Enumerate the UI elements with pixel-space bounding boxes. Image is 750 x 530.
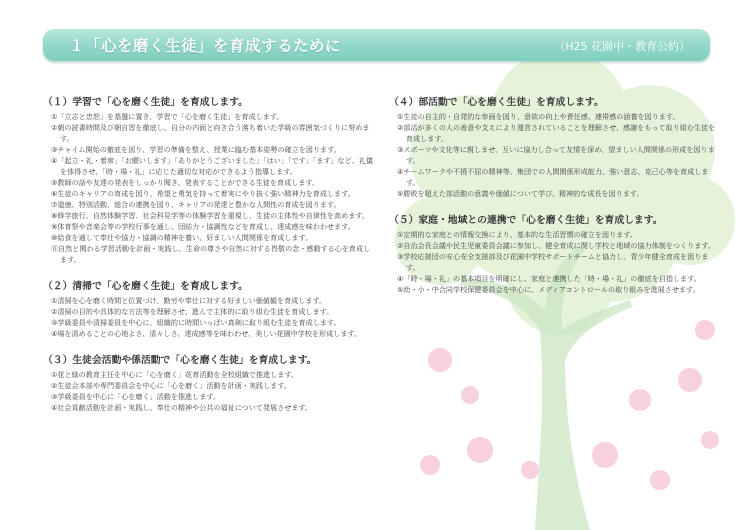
- list-item: ②部活が多くの人の善意や支えにより運営されていることを理解させ、感謝をもって取り組む生徒を育成します。: [397, 123, 716, 143]
- section-header-banner: [43, 29, 710, 61]
- list-item: ⑤教師の話や友達の発表をしっかり聞き、発表することができる生徒を育成します。: [51, 178, 319, 187]
- list-item: ④チームワークや不撓不屈の精神等、集団での人間関係形成能力、強い意志、克己心等を育成します。: [397, 167, 709, 187]
- list-item: ③学級委員を中心に「心を磨く」活動を推進します。: [51, 392, 220, 401]
- list-item: ⑥生徒のキャリアの育成を図り、希望と勇気を持って着実にやり抜く強い精神力を育成します。: [51, 189, 355, 198]
- list-item: ⑤幼・小・中合同学校保健委員会を中心に、メディアコントロールの取り組みを進展させます。: [397, 285, 700, 294]
- page-subtitle: （H25 花園中・教育公約）: [554, 40, 690, 53]
- list-item: ⑤勝敗を超えた部活動の意義や価値について学び、精神的な成長を図ります。: [397, 189, 644, 198]
- section-home-community: [389, 212, 719, 295]
- list-item: ③スポーツや文化等に親しませ、互いに協力し合って友情を深め、望ましい人間関係の形成を図ります。: [397, 145, 715, 165]
- list-item: ④場を清めることの心地よさ、清々しさ、達成感等を味わわせ、美しい花園中学校を形成します。: [51, 329, 362, 338]
- list-item: ②自治会長会議や民生児童委員会議に参加し、健全育成に関し学校と地域の協力体制をつくります。: [397, 241, 715, 250]
- list-item: ⑩給食を通して奉仕や協力・協調の精神を養い、好ましい人間関係を育成します。: [51, 233, 313, 242]
- section-title: （３）生徒会活動や係活動で「心を磨く生徒」を育成します。: [43, 355, 317, 366]
- section-title: （１）学習で「心を磨く生徒」を育成します。: [43, 97, 248, 108]
- list-item: ⑪自然と関わる学習活動を計画・実践し、生命の尊さや自然に対する畏敬の念・感動する心を育成します。: [51, 244, 371, 264]
- left-column: [43, 94, 376, 426]
- list-item: ③チャイム開始の徹底を図り、学習の準備を整え、授業に臨む基本姿勢の確立を図ります。: [51, 145, 341, 154]
- section-cleaning: [43, 278, 376, 339]
- list-item: ①「立志と忠恕」を基盤に置き、学習で「心を磨く生徒」を育成します。: [51, 112, 284, 121]
- section-learning: [43, 94, 376, 265]
- list-item: ①花と緑の教育主任を中心に「心を磨く」花育活動を全校組織で推進します。: [51, 370, 298, 379]
- list-item: ②朝の読書時間及び朝自習を徹底し、自分の内面と向き合う落ち着いた学級の雰囲気づくりに努めます。: [51, 123, 370, 143]
- section-title: （２）清掃で「心を磨く生徒」を育成します。: [43, 281, 248, 292]
- list-item: ④社会貢献活動を計画・実践し、奉仕の精神や公共の福祉について発展させます。: [51, 403, 313, 412]
- list-item: ②清掃の目的や具体的な方法等を理解させ、進んで主体的に取り組む生徒を育成します。: [51, 307, 334, 316]
- list-item: ①清掃を心を磨く時間と位置づけ、勤労や奉仕に対する好ましい価値観を育成します。: [51, 296, 327, 305]
- list-item: ⑦道徳、特別活動、総合の連携を図り、キャリアの発達と豊かな人間性の育成を図ります。: [51, 200, 341, 209]
- right-column: [389, 94, 719, 308]
- section-title: （４）部活動で「心を磨く生徒」を育成します。: [389, 97, 604, 108]
- section-club-activities: [389, 94, 719, 199]
- list-item: ③学級委員や清掃委員を中心に、組織的に時間いっぱい真剣に取り組む生徒を育成します。: [51, 318, 341, 327]
- list-item: ④「起立・礼・着席」「お願いします」「ありがとうございました」「はい」「です」「ます」など、礼儀を体得させ、「時・場・礼」に応じた適切な対応ができるよう指導します。: [51, 156, 374, 176]
- list-item: ②生徒会本部や専門委員会を中心に「心を磨く」活動を計画・実践します。: [51, 381, 291, 390]
- list-item: ③学校応援団の安心安全支援部及び花園中学校サポートチームと協力し、青少年健全育成を図ります。: [397, 252, 709, 272]
- list-item: ④「時・場・礼」の基本項目を明確にし、家庭と連携した「時・場・礼」の徹底を目指します。: [397, 274, 701, 283]
- list-item: ⑨体育祭や音楽会等の学校行事を通し、団結力・協調性などを育成し、達成感を味わわせます。: [51, 222, 355, 231]
- list-item: ①定期的な家庭との情報交換により、基本的な生活習慣の確立を図ります。: [397, 230, 637, 239]
- section-student-council: [43, 352, 376, 413]
- list-item: ⑧修学旅行、自然体験学習、社会科見学等の体験学習を重視し、生徒の主体性や自律性を高めます。: [51, 211, 369, 220]
- page-title: １「心を磨く生徒」を育成するために: [69, 37, 342, 55]
- list-item: ①生徒の自主的・自発的な参画を図り、意欲の向上や責任感、連帯感の涵養を図ります。: [397, 112, 680, 121]
- section-title: （５）家庭・地域との連携で「心を磨く生徒」を育成します。: [389, 215, 663, 226]
